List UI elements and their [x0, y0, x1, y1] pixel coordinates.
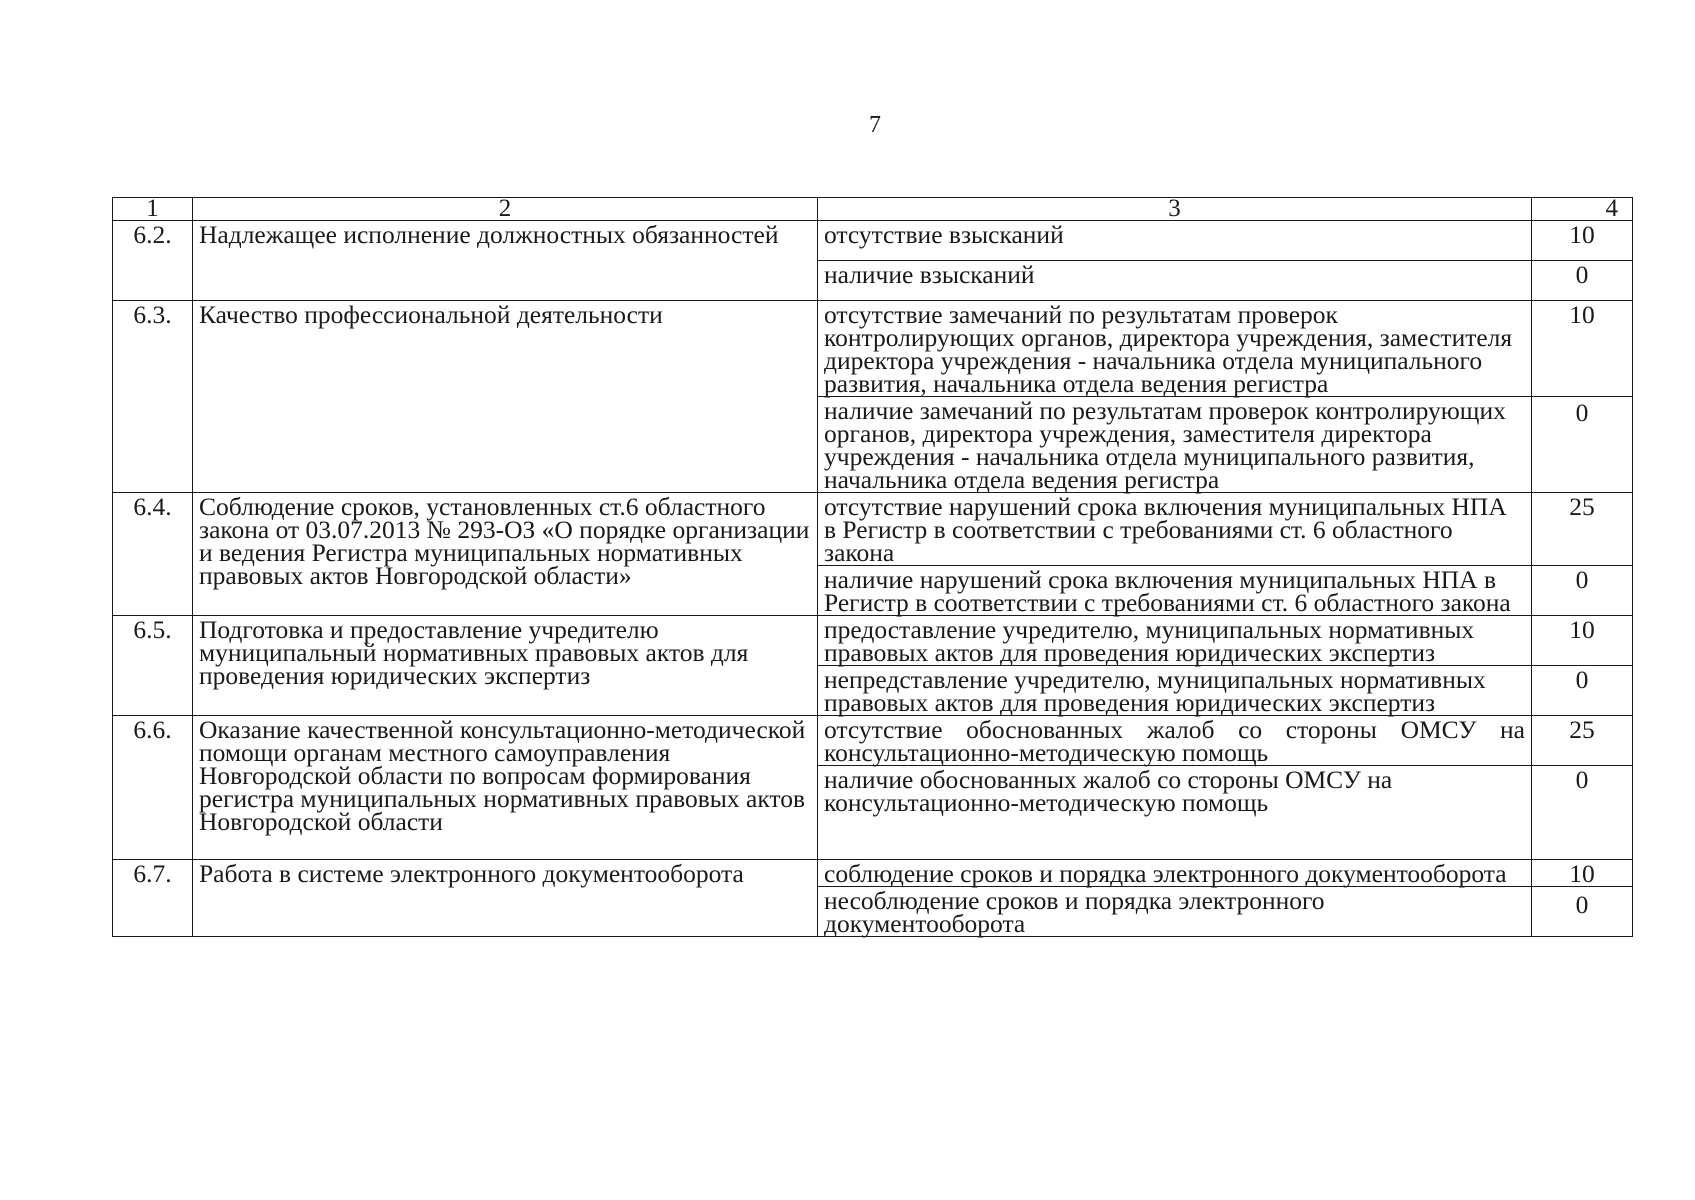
criteria-table — [112, 197, 1633, 937]
item-number: 6.4. — [113, 493, 193, 616]
condition-text: отсутствие нарушений срока включения муниципальных НПА в Регистр в соответствии с требованиями ст. 6 областного закона — [818, 493, 1532, 566]
column-number-3: 3 — [818, 198, 1532, 221]
item-number: 6.5. — [113, 616, 193, 716]
condition-score: 25 — [1532, 493, 1633, 566]
condition-text: наличие замечаний по результатам проверок контролирующих органов, директора учреждения, заместителя директора учреждения - начальника отдела муниципального развития, начальника отдела ведения регистра — [818, 397, 1532, 493]
condition-score: 0 — [1532, 566, 1633, 616]
item-name: Надлежащее исполнение должностных обязанностей — [193, 221, 818, 301]
condition-text: отсутствие замечаний по результатам проверок контролирующих органов, директора учреждения, заместителя директора учреждения - начальника отдела муниципального развития, начальника отдела ведения регистра — [818, 301, 1532, 397]
item-number: 6.7. — [113, 860, 193, 937]
column-number-4: 4 — [1532, 198, 1633, 221]
condition-text: наличие нарушений срока включения муниципальных НПА в Регистр в соответствии с требованиями ст. 6 областного закона — [818, 566, 1532, 616]
condition-score: 0 — [1532, 766, 1633, 860]
table-row — [113, 616, 1633, 666]
item-name: Качество профессиональной деятельности — [193, 301, 818, 493]
table-row — [113, 493, 1633, 566]
table-row — [113, 716, 1633, 766]
item-number: 6.6. — [113, 716, 193, 860]
condition-text: наличие обоснованных жалоб со стороны ОМСУ на консультационно-методическую помощь — [818, 766, 1532, 860]
condition-text: несоблюдение сроков и порядка электронного документооборота — [818, 887, 1532, 937]
table-row — [113, 301, 1633, 397]
condition-text: отсутствие обоснованных жалоб со стороны ОМСУ на консультационно-методическую помощь — [818, 716, 1532, 766]
condition-text: предоставление учредителю, муниципальных нормативных правовых актов для проведения юридических экспертиз — [818, 616, 1532, 666]
column-number-2: 2 — [193, 198, 818, 221]
condition-score: 25 — [1532, 716, 1633, 766]
column-number-row — [113, 198, 1633, 221]
condition-text: соблюдение сроков и порядка электронного документооборота — [818, 860, 1532, 887]
table-row — [113, 221, 1633, 261]
condition-score: 0 — [1532, 887, 1633, 937]
item-name: Подготовка и предоставление учредителю муниципальный нормативных правовых актов для проведения юридических экспертиз — [193, 616, 818, 716]
condition-score: 0 — [1532, 397, 1633, 493]
condition-text: наличие взысканий — [818, 261, 1532, 301]
condition-text: отсутствие взысканий — [818, 221, 1532, 261]
item-number: 6.2. — [113, 221, 193, 301]
condition-score: 0 — [1532, 261, 1633, 301]
condition-score: 10 — [1532, 616, 1633, 666]
condition-text: непредставление учредителю, муниципальных нормативных правовых актов для проведения юридических экспертиз — [818, 666, 1532, 716]
page-number: 7 — [869, 112, 881, 138]
item-name: Соблюдение сроков, установленных ст.6 областного закона от 03.07.2013 № 293-ОЗ «О порядке организации и ведения Регистра муниципальных нормативных правовых актов Новгородской области» — [193, 493, 818, 616]
item-name: Работа в системе электронного документооборота — [193, 860, 818, 937]
item-number: 6.3. — [113, 301, 193, 493]
condition-score: 10 — [1532, 301, 1633, 397]
condition-score: 0 — [1532, 666, 1633, 716]
table-row — [113, 860, 1633, 887]
condition-score: 10 — [1532, 860, 1633, 887]
column-number-1: 1 — [113, 198, 193, 221]
item-name: Оказание качественной консультационно-методической помощи органам местного самоуправления Новгородской области по вопросам формирования регистра муниципальных нормативных правовых актов Новгородской области — [193, 716, 818, 860]
condition-score: 10 — [1532, 221, 1633, 261]
